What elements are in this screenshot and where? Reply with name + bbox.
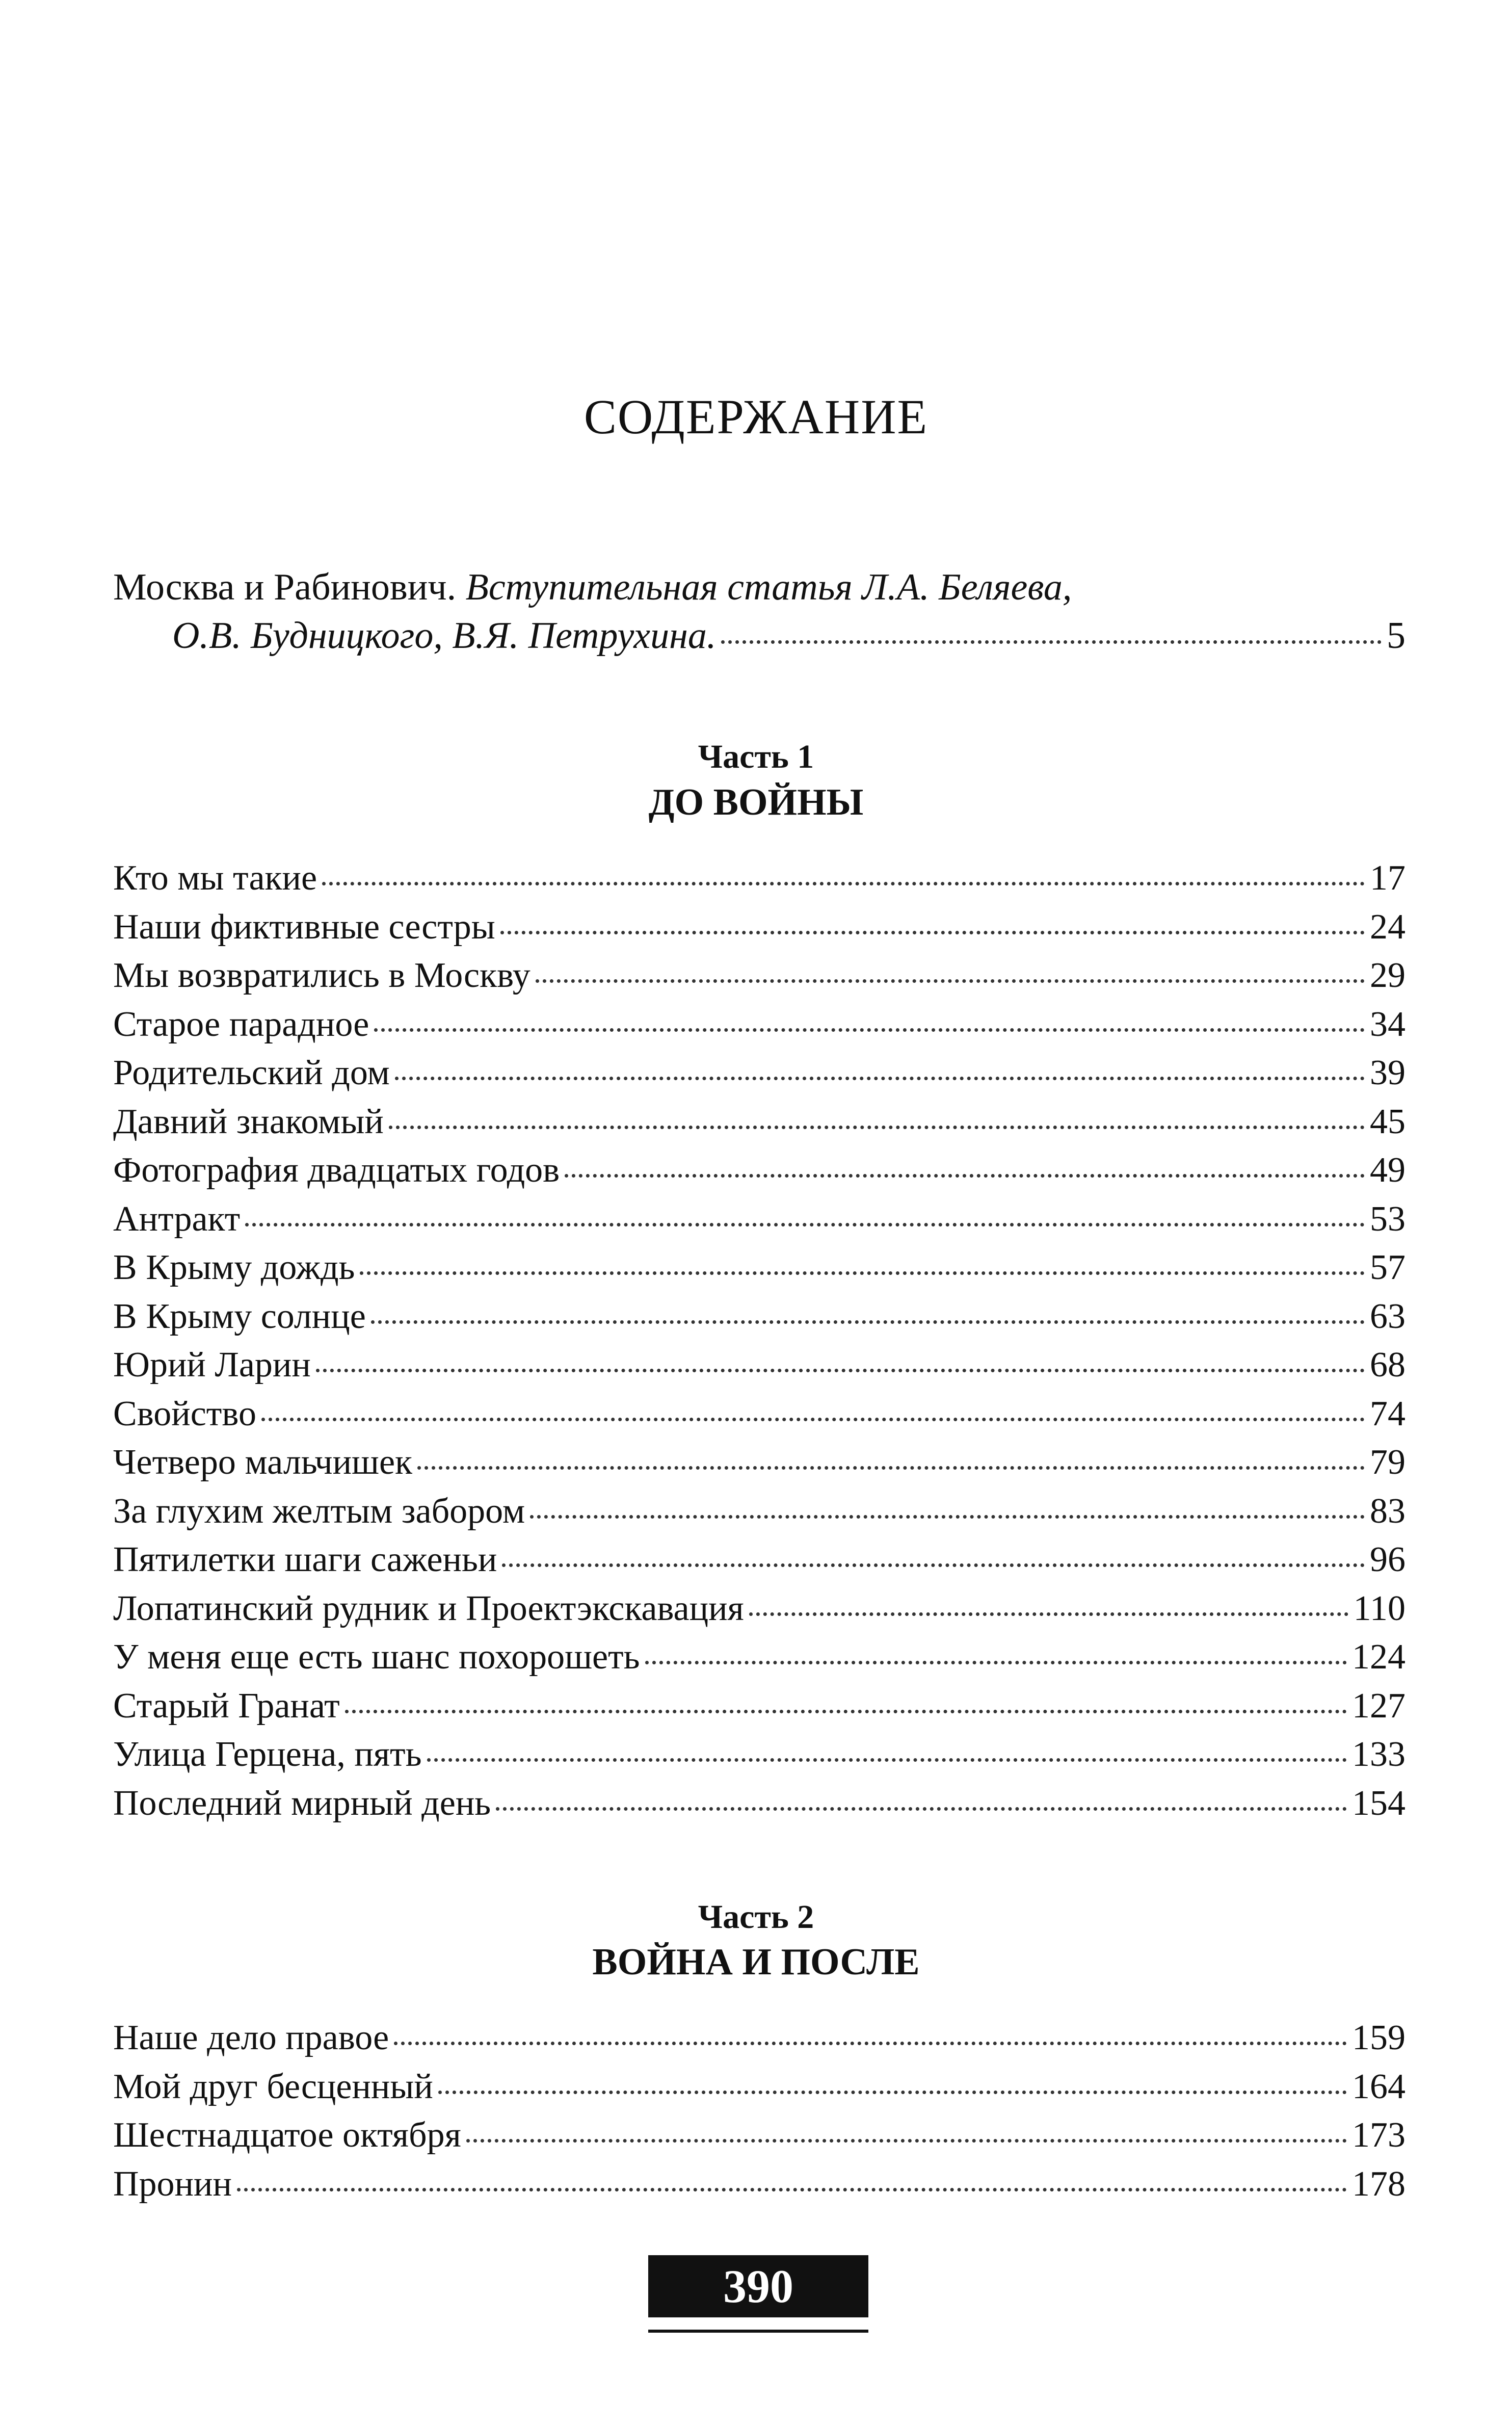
toc-entry-page: 159 xyxy=(1352,2018,1405,2057)
toc-entry-title: У меня еще есть шанс похорошеть xyxy=(113,1637,640,1677)
toc-entry[interactable] xyxy=(113,854,1405,903)
dot-leader xyxy=(389,1126,1365,1129)
toc-entry[interactable] xyxy=(113,1730,1405,1779)
toc-entry-title: Мы возвратились в Москву xyxy=(113,956,530,995)
toc-entry-title: Старое парадное xyxy=(113,1004,369,1044)
dot-leader xyxy=(427,1758,1347,1762)
part2-entry-list xyxy=(113,2014,1405,2208)
part2-title: ВОЙНА И ПОСЛЕ xyxy=(592,1941,920,1983)
toc-entry-page: 178 xyxy=(1352,2164,1405,2204)
toc-entry[interactable] xyxy=(113,1195,1405,1244)
toc-entry-page: 63 xyxy=(1370,1296,1405,1336)
toc-entry[interactable] xyxy=(113,1341,1405,1390)
toc-entry-page: 133 xyxy=(1352,1735,1405,1774)
toc-entry-title: В Крыму дождь xyxy=(113,1248,355,1287)
dot-leader xyxy=(565,1174,1365,1178)
toc-entry-title: Фотография двадцатых годов xyxy=(113,1151,560,1190)
toc-entry-title: Наши фиктивные сестры xyxy=(113,907,495,947)
toc-entry-page: 34 xyxy=(1370,1004,1405,1044)
part1-label: Часть 1 xyxy=(698,738,814,775)
toc-entry-page: 127 xyxy=(1352,1686,1405,1726)
dot-leader xyxy=(417,1466,1365,1470)
toc-entry-page: 154 xyxy=(1352,1783,1405,1823)
toc-entry[interactable] xyxy=(113,1633,1405,1682)
dot-leader xyxy=(496,1807,1347,1811)
toc-entry-page: 68 xyxy=(1370,1345,1405,1385)
toc-entry[interactable] xyxy=(113,1535,1405,1584)
toc-entry-page: 53 xyxy=(1370,1199,1405,1239)
page-number-rule xyxy=(648,2330,868,2333)
dot-leader xyxy=(394,2042,1347,2045)
toc-entry-title: Четверо мальчишек xyxy=(113,1443,413,1482)
toc-entry-title: Пятилетки шаги саженьи xyxy=(113,1540,497,1579)
dot-leader xyxy=(345,1710,1347,1713)
toc-entry[interactable] xyxy=(113,1390,1405,1439)
toc-entry[interactable] xyxy=(113,1779,1405,1828)
toc-entry[interactable] xyxy=(113,1487,1405,1536)
toc-entry[interactable] xyxy=(113,1243,1405,1292)
part1-title: ДО ВОЙНЫ xyxy=(648,781,864,823)
toc-entry[interactable] xyxy=(113,1584,1405,1633)
dot-leader xyxy=(261,1418,1365,1421)
toc-entry[interactable] xyxy=(113,1098,1405,1146)
toc-entry[interactable] xyxy=(113,1438,1405,1487)
dot-leader xyxy=(237,2188,1347,2191)
toc-entry-title: Кто мы такие xyxy=(113,858,317,898)
dot-leader xyxy=(530,1515,1365,1519)
toc-entry[interactable] xyxy=(113,2063,1405,2111)
toc-entry-title: Лопатинский рудник и Проектэкскавация xyxy=(113,1588,744,1628)
toc-entry-title: Свойство xyxy=(113,1394,256,1433)
dot-leader xyxy=(316,1369,1365,1372)
toc-entry-page: 173 xyxy=(1352,2116,1405,2155)
toc-entry-page: 96 xyxy=(1370,1540,1405,1579)
dot-leader xyxy=(374,1028,1365,1032)
page-number: 390 xyxy=(648,2255,868,2317)
toc-entry-page: 79 xyxy=(1370,1443,1405,1482)
intro-label: Москва и Рабинович. xyxy=(113,566,457,608)
toc-entry-title: Наше дело правое xyxy=(113,2018,389,2057)
toc-entry-title: Юрий Ларин xyxy=(113,1345,311,1385)
toc-entry-page: 45 xyxy=(1370,1102,1405,1141)
toc-entry[interactable] xyxy=(113,1682,1405,1731)
toc-entry[interactable] xyxy=(113,1146,1405,1195)
part2-label: Часть 2 xyxy=(698,1898,814,1936)
part1-entry-list xyxy=(113,854,1405,1827)
dot-leader xyxy=(721,640,1382,644)
toc-entry-page: 29 xyxy=(1370,956,1405,995)
intro-authors-line1: Вступительная статья Л.А. Беляева, xyxy=(465,566,1072,608)
toc-entry[interactable] xyxy=(113,2014,1405,2063)
toc-entry-page: 164 xyxy=(1352,2067,1405,2106)
dot-leader xyxy=(371,1320,1365,1324)
page-title: СОДЕРЖАНИЕ xyxy=(583,389,929,444)
toc-entry-title: Последний мирный день xyxy=(113,1783,491,1823)
toc-entry-title: Шестнадцатое октября xyxy=(113,2116,461,2155)
toc-entry-title: Мой друг бесценный xyxy=(113,2067,433,2106)
toc-entry[interactable] xyxy=(113,1049,1405,1098)
toc-entry-title: Улица Герцена, пять xyxy=(113,1735,422,1774)
dot-leader xyxy=(502,1563,1365,1567)
dot-leader xyxy=(645,1661,1347,1664)
toc-entry-page: 74 xyxy=(1370,1394,1405,1433)
dot-leader xyxy=(322,882,1365,885)
toc-entry[interactable] xyxy=(113,2160,1405,2209)
dot-leader xyxy=(438,2091,1347,2094)
toc-entry-title: Старый Гранат xyxy=(113,1686,340,1726)
toc-entry[interactable] xyxy=(113,951,1405,1000)
toc-entry-page: 57 xyxy=(1370,1248,1405,1287)
toc-entry[interactable] xyxy=(113,2111,1405,2160)
dot-leader xyxy=(395,1077,1365,1080)
intro-entry-line2[interactable] xyxy=(172,617,1405,655)
intro-authors-line2: О.В. Будницкого, В.Я. Петрухина. xyxy=(172,615,717,657)
toc-entry[interactable] xyxy=(113,903,1405,952)
dot-leader xyxy=(360,1271,1365,1275)
toc-entry-page: 83 xyxy=(1370,1491,1405,1531)
toc-entry-title: Давний знакомый xyxy=(113,1102,384,1141)
toc-entry[interactable] xyxy=(113,1000,1405,1049)
dot-leader xyxy=(245,1223,1365,1226)
toc-entry[interactable] xyxy=(113,1292,1405,1341)
toc-entry-page: 49 xyxy=(1370,1151,1405,1190)
intro-entry-line1 xyxy=(113,568,1072,606)
toc-entry-page: 24 xyxy=(1370,907,1405,947)
dot-leader xyxy=(466,2139,1347,2143)
toc-entry-title: Пронин xyxy=(113,2164,232,2204)
toc-entry-page: 17 xyxy=(1370,858,1405,898)
toc-entry-title: За глухим желтым забором xyxy=(113,1491,525,1531)
toc-entry-page: 110 xyxy=(1353,1588,1405,1628)
toc-entry-page: 124 xyxy=(1352,1637,1405,1677)
toc-entry-page: 39 xyxy=(1370,1053,1405,1092)
toc-entry-title: Родительский дом xyxy=(113,1053,390,1092)
dot-leader xyxy=(749,1612,1348,1616)
toc-entry-title: В Крыму солнце xyxy=(113,1296,366,1336)
intro-page: 5 xyxy=(1387,615,1405,657)
dot-leader xyxy=(500,931,1365,934)
dot-leader xyxy=(536,979,1365,983)
toc-entry-title: Антракт xyxy=(113,1199,241,1239)
